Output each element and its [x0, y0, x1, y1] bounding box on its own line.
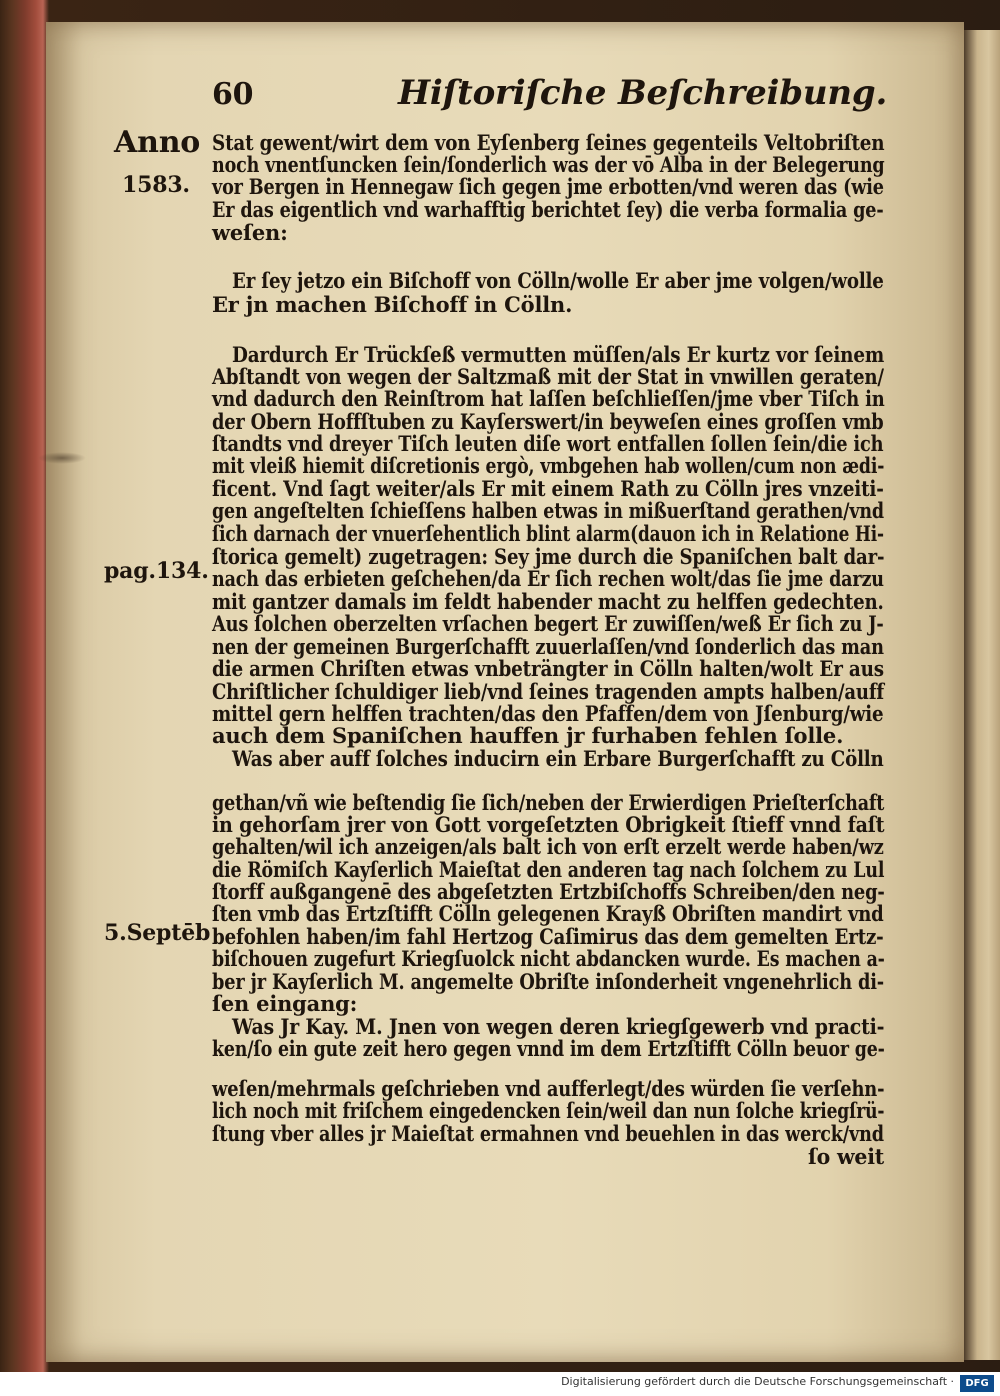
- text-line: Dardurch Er Trückſeß vermutten müſſen/als Er kurtz vor ſeinem: [232, 342, 885, 367]
- text-line: Was aber auff ſolches inducirn ein Erbare Burgerſchafft zu Cölln: [232, 746, 884, 771]
- text-line: Er jn machen Biſchoff in Cölln.: [212, 292, 573, 317]
- text-line: vnd dadurch den Reinſtrom hat laſſen beſchlieſſen/jme vber Tiſch in: [212, 386, 885, 411]
- ink-smudge: [38, 452, 86, 464]
- text-line: Er das eigentlich vnd warhafftig berichtet ſey) die verba formalia ge-: [212, 197, 884, 222]
- text-line: mit vleiß hiemit diſcretionis ergò, vmbgehen hab wollen/cum non ædi-: [212, 453, 885, 478]
- text-line: Er ſey jetzo ein Biſchoff von Cölln/wolle Er aber jme volgen/wolle: [232, 268, 884, 293]
- text-line: ber jr Kayſerlich M. angemelte Obriſte inſonderheit vngenehrlich di-: [212, 969, 884, 994]
- text-line: die armen Chriſten etwas vnbeträngter in Cölln halten/wolt Er aus: [212, 656, 884, 681]
- next-page-edge: [962, 30, 1000, 1360]
- text-line: noch vnentſuncken ſein/ſonderlich was der vō Alba in der Belegerung: [212, 152, 885, 177]
- text-line: ſtandts vnd dreyer Tiſch leuten diſe wort entfallen ſollen ſein/die ich: [212, 431, 884, 456]
- funding-notice: Digitalisierung gefördert durch die Deutsche Forschungsgemeinschaft ·: [561, 1375, 954, 1388]
- margin-page-ref: pag.134.: [104, 558, 209, 584]
- text-line: Stat gewent/wirt dem von Eyſenberg ſeines gegenteils Veltobriſten: [212, 130, 885, 155]
- text-line: ſtorff außgangenē des abgeſetzten Ertzbiſchoffs Schreiben/den neg-: [212, 879, 885, 904]
- text-line: weſen/mehrmals geſchrieben vnd aufferlegt/des würden ſie verſehn-: [212, 1076, 885, 1101]
- text-line: Aus ſolchen oberzelten vrſachen begert Er zuwiſſen/weß Er ſich zu J-: [212, 611, 884, 636]
- text-line: Was Jr Kay. M. Jnen von wegen deren kriegſgewerb vnd practi-: [232, 1014, 885, 1039]
- text-line: gen angeſtelten ſchieſſens halben etwas in mißuerſtand gerathen/vnd: [212, 498, 884, 523]
- digitization-footer: [0, 1372, 1000, 1396]
- text-line: der Obern Hoffſtuben zu Kayſerswert/in beyweſen eines groſſen vmb: [212, 409, 884, 434]
- text-line: nen der gemeinen Burgerſchafft zuuerlaſſen/vnd ſonderlich das man: [212, 634, 884, 659]
- text-line: mit gantzer damals im feldt habender macht zu helffen gedechten.: [212, 589, 884, 614]
- margin-date: 5.Septēb: [104, 920, 211, 946]
- text-line: ſo weit: [808, 1144, 885, 1169]
- page-number: 60: [212, 77, 254, 112]
- margin-anno: Anno: [114, 125, 201, 160]
- text-line: ſich darnach der vnuerſehentlich blint alarm(dauon ich in Relatione Hi-: [212, 521, 884, 546]
- text-line: ſtung vber alles jr Maieſtat ermahnen vnd beuehlen in das werck/vnd: [212, 1121, 884, 1146]
- running-title: Hiſtoriſche Beſchreibung.: [398, 73, 888, 113]
- text-line: gethan/vñ wie beſtendig ſie ſich/neben der Erwierdigen Prieſterſchaft: [212, 790, 885, 815]
- text-line: Abſtandt von wegen der Saltzmaß mit der Stat in vnwillen geraten/: [212, 364, 884, 389]
- text-line: biſchouen zugefurt Kriegſuolck nicht abdancken wurde. Es machen a-: [212, 946, 885, 971]
- text-line: ken/ſo ein gute zeit hero gegen vnnd im dem Ertzſtifft Cölln beuor ge-: [212, 1036, 885, 1061]
- text-line: lich noch mit friſchem eingedencken ſein/weil dan nun ſolche kriegſrü-: [212, 1098, 885, 1123]
- text-line: in gehorſam jrer von Gott vorgeſetzten Obrigkeit ſtieff vnnd faſt: [212, 812, 885, 837]
- text-line: auch dem Spaniſchen hauffen jr furhaben fehlen ſolle.: [212, 723, 844, 748]
- text-line: ſten vmb das Ertzſtifft Cölln gelegenen Krayß Obriſten mandirt vnd: [212, 901, 884, 926]
- text-line: Chriſtlicher ſchuldiger lieb/vnd ſeines tragenden ampts halben/auff: [212, 679, 885, 704]
- text-line: weſen:: [212, 220, 288, 245]
- text-line: die Römiſch Kayſerlich Maieſtat den anderen tag nach ſolchem zu Lul: [212, 857, 885, 882]
- text-line: nach das erbieten geſchehen/da Er ſich rechen wolt/das ſie jme darzu: [212, 566, 884, 591]
- text-line: befohlen haben/im fahl Hertzog Caſimirus das dem gemelten Ertz-: [212, 924, 884, 949]
- text-line: gehalten/wil ich anzeigen/als balt ich von erſt erzelt werde haben/wz: [212, 834, 884, 859]
- margin-year: 1583.: [122, 172, 190, 198]
- text-line: vor Bergen in Hennegaw ſich gegen jme erbotten/vnd weren das (wie: [212, 174, 884, 199]
- text-line: ſen eingang:: [212, 991, 358, 1016]
- text-line: ficent. Vnd ſagt weiter/als Er mit einem Rath zu Cölln jres vnzeiti-: [212, 476, 884, 501]
- text-line: mittel gern helffen trachten/das den Pfaffen/dem von Jſenburg/wie: [212, 701, 884, 726]
- text-line: ſtorica gemelt) zugetragen: Sey jme durch die Spaniſchen balt dar-: [212, 544, 885, 569]
- dfg-logo: DFG: [960, 1375, 994, 1392]
